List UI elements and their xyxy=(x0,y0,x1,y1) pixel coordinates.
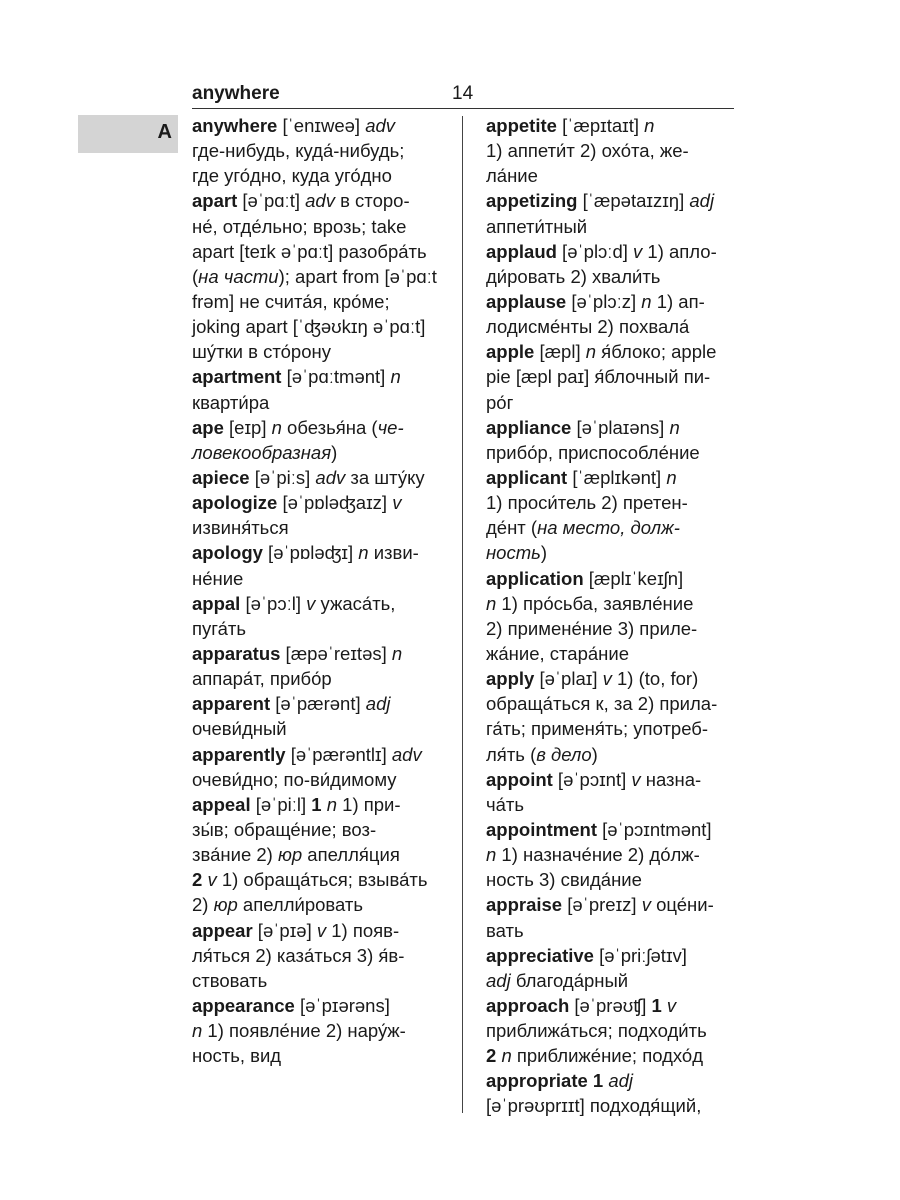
headword: appeal xyxy=(192,793,251,815)
headword: appoint xyxy=(486,768,553,790)
entry-text: apart [teɪk əˈpɑːt] разобра́ть xyxy=(192,240,427,262)
entry-text: где-нибудь, куда́-нибудь; xyxy=(192,140,405,162)
grammar-note: n xyxy=(641,290,652,312)
entry-text: 1) апло- xyxy=(642,240,717,262)
dictionary-line xyxy=(192,390,454,415)
entry-text: пуга́ть xyxy=(192,617,247,639)
entry-text: вать xyxy=(486,919,524,941)
dictionary-line xyxy=(192,641,454,666)
entry-text: 2) примене́ние 3) приле- xyxy=(486,617,698,639)
entry-text: [ˈæpɪtaɪt] xyxy=(556,115,645,136)
headword: appetizing xyxy=(486,190,578,212)
dictionary-line xyxy=(192,188,454,213)
headword: appointment xyxy=(486,818,597,840)
grammar-note: че- xyxy=(377,416,404,438)
grammar-note: n xyxy=(271,416,282,438)
entry-text: 1) (to, for) xyxy=(611,668,699,690)
dictionary-line xyxy=(192,1018,454,1043)
grammar-note: v xyxy=(306,592,316,614)
dictionary-line xyxy=(486,465,736,490)
dictionary-line xyxy=(486,943,736,968)
grammar-note: n xyxy=(391,642,403,664)
entry-text: ро́г xyxy=(486,391,514,413)
dictionary-line xyxy=(486,968,736,993)
entry-text: [əˈpɒləʤɪ] xyxy=(262,542,359,564)
entry-text: [eɪp] xyxy=(223,416,272,438)
headword: appraise xyxy=(486,894,563,916)
dictionary-line xyxy=(486,566,736,591)
headword: ape xyxy=(192,416,224,438)
grammar-note: на место, долж- xyxy=(537,517,680,539)
entry-text: ля́ться 2) каза́ться 3) я́в- xyxy=(192,944,405,966)
dictionary-line xyxy=(486,641,736,666)
dictionary-line xyxy=(486,188,736,213)
dictionary-line xyxy=(192,566,454,591)
dictionary-line xyxy=(192,867,454,892)
headword: apology xyxy=(192,542,263,564)
entry-text: [æpəˈreɪtəs] xyxy=(280,642,392,664)
letter-tab-label: A xyxy=(157,121,172,143)
dictionary-line xyxy=(192,716,454,741)
grammar-note: v xyxy=(207,869,217,891)
grammar-note: v xyxy=(666,994,677,1016)
entry-text: [əˈplɔːd] xyxy=(556,240,634,262)
dictionary-line xyxy=(192,691,454,716)
grammar-note: ловекообразная xyxy=(192,441,332,463)
dictionary-line xyxy=(192,616,454,641)
entry-text: [əˈpɔːl] xyxy=(240,592,307,614)
dictionary-line xyxy=(486,113,736,138)
grammar-note: n xyxy=(390,366,401,388)
dictionary-line xyxy=(192,1043,454,1068)
headword: applicant xyxy=(486,466,568,488)
entry-text: ность, вид xyxy=(192,1045,282,1067)
headword: apiece xyxy=(192,466,250,488)
entry-text: жа́ние, стара́ние xyxy=(486,642,630,664)
entry-text: [əˈpærənt] xyxy=(270,693,366,715)
dictionary-line xyxy=(486,817,736,842)
dictionary-line xyxy=(486,918,736,943)
entry-text: ) xyxy=(331,441,338,463)
headword: appliance xyxy=(486,416,572,438)
entry-text: [əˈpiːs] xyxy=(249,466,316,488)
dictionary-line xyxy=(486,540,736,565)
dictionary-line xyxy=(486,214,736,239)
dictionary-line xyxy=(192,490,454,515)
entry-text: [əˈpriːʃətɪv] xyxy=(593,944,687,966)
dictionary-line xyxy=(192,163,454,188)
entry-text: ствовать xyxy=(192,969,268,991)
entry-text: [əˈprəʊʧ] xyxy=(569,994,652,1016)
entry-text: обезья́на ( xyxy=(281,416,378,438)
dictionary-line xyxy=(192,214,454,239)
entry-text: 1) назначе́ние 2) до́лж- xyxy=(496,844,700,866)
entry-text: 2) xyxy=(192,894,214,916)
entry-text: 1) ап- xyxy=(651,290,705,312)
grammar-note: v xyxy=(631,768,641,790)
grammar-note: adv xyxy=(391,743,422,765)
entry-text: 1) аппети́т 2) охо́та, же- xyxy=(486,140,689,162)
grammar-note: adj xyxy=(608,1070,634,1092)
grammar-note: adj xyxy=(486,969,511,991)
dictionary-line xyxy=(486,792,736,817)
headword: appreciative xyxy=(486,944,594,966)
entry-text: [əˈpɑːtmənt] xyxy=(281,366,391,388)
grammar-note: adv xyxy=(315,466,346,488)
grammar-note: n xyxy=(644,115,655,136)
entry-text: приближа́ться; подходи́ть xyxy=(486,1020,707,1042)
entry-text: [əˈplaɪ] xyxy=(534,668,603,690)
dictionary-line xyxy=(486,415,736,440)
grammar-note: adv xyxy=(305,190,335,212)
entry-text: ла́ние xyxy=(486,165,538,187)
dictionary-line xyxy=(192,767,454,792)
entry-text: 1) при- xyxy=(337,793,401,815)
headword: apartment xyxy=(192,366,282,388)
dictionary-line xyxy=(486,993,736,1018)
dictionary-line xyxy=(192,113,454,138)
headword: 2 xyxy=(486,1045,497,1067)
entry-text: [əˈpɒləʤaɪz] xyxy=(277,492,393,514)
grammar-note: adv xyxy=(365,115,396,136)
dictionary-line xyxy=(486,716,736,741)
entry-text: [əˈpærəntlɪ] xyxy=(285,743,392,765)
entry-text: [ˈæplɪkənt] xyxy=(567,466,667,488)
headword: 1 xyxy=(651,994,662,1016)
grammar-note: adj xyxy=(365,693,391,715)
dictionary-line xyxy=(486,892,736,917)
dictionary-line xyxy=(486,339,736,364)
dictionary-line xyxy=(486,691,736,716)
dictionary-line xyxy=(192,792,454,817)
entry-text: [əˈpɑːt] xyxy=(237,190,306,212)
entry-text: лодисме́нты 2) похвала́ xyxy=(486,316,690,338)
dictionary-line xyxy=(486,867,736,892)
headword: appropriate 1 xyxy=(486,1070,604,1092)
grammar-note: юр xyxy=(277,844,303,866)
grammar-note: v xyxy=(641,894,651,916)
entry-text: где уго́дно, куда уго́дно xyxy=(192,165,392,187)
dictionary-line xyxy=(192,440,454,465)
dictionary-line xyxy=(192,289,454,314)
entry-text: не́ние xyxy=(192,567,244,589)
entry-text: зы́в; обраще́ние; воз- xyxy=(192,818,377,840)
dictionary-line xyxy=(486,138,736,163)
entry-text: кварти́ра xyxy=(192,391,270,413)
guide-word: anywhere xyxy=(192,83,280,104)
entry-text: ля́ть ( xyxy=(486,743,537,765)
dictionary-line xyxy=(192,339,454,364)
dictionary-line xyxy=(192,415,454,440)
dictionary-line xyxy=(486,289,736,314)
headword: approach xyxy=(486,994,570,1016)
dictionary-line xyxy=(486,440,736,465)
entry-text: оце́ни- xyxy=(650,894,714,916)
headword: appetite xyxy=(486,115,557,136)
entry-text: ); apart from [əˈpɑːt xyxy=(278,265,437,287)
entry-text: де́нт ( xyxy=(486,517,538,539)
entry-text: frəm] не счита́я, кро́ме; xyxy=(192,290,390,312)
dictionary-line xyxy=(192,817,454,842)
entry-text: ча́ть xyxy=(486,793,525,815)
grammar-note: n xyxy=(326,793,338,815)
entry-text: зва́ние 2) xyxy=(192,844,278,866)
letter-tab xyxy=(78,115,178,153)
dictionary-line xyxy=(486,1068,736,1093)
grammar-note: в дело xyxy=(536,743,592,765)
entry-text: [əˈpreɪz] xyxy=(562,894,642,916)
entry-text: в сторо- xyxy=(334,190,410,212)
entry-text: назна- xyxy=(640,768,702,790)
dictionary-line xyxy=(486,163,736,188)
dictionary-line xyxy=(486,842,736,867)
dictionary-line xyxy=(486,742,736,767)
page-number: 14 xyxy=(452,83,474,104)
headword: appearance xyxy=(192,994,295,1016)
entry-text: [əˈplaɪəns] xyxy=(571,416,670,438)
entry-text: [æplɪˈkeɪʃn] xyxy=(583,567,684,589)
grammar-note: юр xyxy=(213,894,238,916)
grammar-note: v xyxy=(633,240,643,262)
dictionary-line xyxy=(486,264,736,289)
dictionary-line xyxy=(192,918,454,943)
grammar-note: n xyxy=(358,542,369,564)
dictionary-line xyxy=(486,616,736,641)
headword: apparent xyxy=(192,693,271,715)
entry-text: я́блоко; apple xyxy=(596,341,717,363)
dictionary-line xyxy=(192,314,454,339)
headword: anywhere xyxy=(192,115,278,136)
entry-text: за шту́ку xyxy=(345,466,425,488)
column-divider xyxy=(462,116,463,1113)
headword: apologize xyxy=(192,492,278,514)
entry-text: приближе́ние; подхо́д xyxy=(511,1045,704,1067)
entry-text: ) xyxy=(540,542,548,564)
page-header xyxy=(192,80,734,109)
dictionary-line xyxy=(192,239,454,264)
grammar-note: v xyxy=(392,492,402,514)
entry-text: аппети́тный xyxy=(486,215,588,237)
headword: appal xyxy=(192,592,241,614)
entry-text: 1) появле́ние 2) нару́ж- xyxy=(202,1020,406,1042)
grammar-note: n xyxy=(501,1045,512,1067)
dictionary-line xyxy=(192,892,454,917)
dictionary-line xyxy=(192,138,454,163)
entry-text: [ˈæpətaɪzɪŋ] xyxy=(577,190,690,212)
entry-text: изви- xyxy=(368,542,419,564)
headword: appear xyxy=(192,919,253,941)
entry-text: не́, отде́льно; врозь; take xyxy=(192,215,407,237)
entry-text: апелля́ция xyxy=(302,844,400,866)
headword: application xyxy=(486,567,584,589)
dictionary-line xyxy=(192,540,454,565)
entry-text: [ˈenɪweə] xyxy=(277,115,366,136)
dictionary-line xyxy=(192,666,454,691)
dictionary-line xyxy=(486,1043,736,1068)
headword: apparently xyxy=(192,743,286,765)
entry-text: ( xyxy=(192,265,199,287)
grammar-note: ность xyxy=(486,542,541,564)
grammar-note: v xyxy=(602,668,612,690)
dictionary-line xyxy=(192,264,454,289)
grammar-note: n xyxy=(192,1020,203,1042)
dictionary-line xyxy=(192,364,454,389)
entry-text: ) xyxy=(591,743,598,765)
entry-text: ужаса́ть, xyxy=(315,592,396,614)
entry-text: шу́тки в сто́рону xyxy=(192,341,331,363)
entry-text: обраща́ться к, за 2) прила- xyxy=(486,693,718,715)
dictionary-line xyxy=(486,239,736,264)
dictionary-line xyxy=(192,842,454,867)
headword: apparatus xyxy=(192,642,281,664)
entry-text: [əˈpɔɪnt] xyxy=(552,768,632,790)
entry-text: очеви́дно; по-ви́димому xyxy=(192,768,397,790)
headword: apple xyxy=(486,341,535,363)
grammar-note: n xyxy=(585,341,597,363)
entry-text: 1) обраща́ться; взыва́ть xyxy=(216,869,428,891)
grammar-note: n xyxy=(669,416,680,438)
entry-text: ность 3) свида́ние xyxy=(486,869,642,891)
entry-text: [əˈpɪə] xyxy=(252,919,317,941)
entry-text: благода́рный xyxy=(510,969,629,991)
entry-text: pie [æpl paɪ] я́блочный пи- xyxy=(486,366,711,388)
dictionary-line xyxy=(192,515,454,540)
entry-text: 1) появ- xyxy=(326,919,400,941)
grammar-note: v xyxy=(316,919,327,941)
grammar-note: adj xyxy=(689,190,715,212)
dictionary-line xyxy=(486,490,736,515)
entry-text: [æpl] xyxy=(534,341,586,363)
headword: 2 xyxy=(192,869,203,891)
dictionary-line xyxy=(192,742,454,767)
dictionary-line xyxy=(486,1018,736,1043)
entry-text: апелли́ровать xyxy=(237,894,364,916)
grammar-note: n xyxy=(486,592,497,614)
entry-text: [əˈplɔːz] xyxy=(566,290,642,312)
entry-text: га́ть; применя́ть; употреб- xyxy=(486,718,709,740)
headword: 1 xyxy=(311,793,322,815)
dictionary-line xyxy=(192,465,454,490)
dictionary-line xyxy=(486,515,736,540)
grammar-note: на части xyxy=(198,265,279,287)
right-column xyxy=(486,113,736,1119)
entry-text: joking apart [ˈʤəʊkɪŋ əˈpɑːt] xyxy=(192,316,426,338)
dictionary-line xyxy=(192,993,454,1018)
grammar-note: n xyxy=(666,466,677,488)
entry-text: очеви́дный xyxy=(192,718,287,740)
dictionary-line xyxy=(486,1093,736,1118)
dictionary-line xyxy=(192,591,454,616)
dictionary-line xyxy=(486,364,736,389)
dictionary-line xyxy=(486,314,736,339)
dictionary-line xyxy=(486,591,736,616)
entry-text: [əˈpiːl] xyxy=(250,793,312,815)
dictionary-line xyxy=(486,390,736,415)
headword: apart xyxy=(192,190,238,212)
dictionary-line xyxy=(486,767,736,792)
entry-text: 1) про́сьба, заявле́ние xyxy=(496,592,694,614)
entry-text: 1) проси́тель 2) претен- xyxy=(486,492,688,514)
headword: applaud xyxy=(486,240,557,262)
dictionary-line xyxy=(192,943,454,968)
grammar-note: n xyxy=(486,844,497,866)
dictionary-line xyxy=(192,968,454,993)
entry-text: аппара́т, прибо́р xyxy=(192,668,332,690)
dictionary-line xyxy=(486,666,736,691)
headword: applause xyxy=(486,290,567,312)
entry-text: [əˈprəʊprɪɪt] подходя́щий, xyxy=(486,1095,702,1117)
entry-text: ди́ровать 2) хвали́ть xyxy=(486,265,661,287)
entry-text: прибо́р, приспособле́ние xyxy=(486,441,700,463)
headword: apply xyxy=(486,668,535,690)
left-column xyxy=(192,113,454,1068)
entry-text: извиня́ться xyxy=(192,517,289,539)
entry-text: [əˈpɪərəns] xyxy=(294,994,390,1016)
entry-text: [əˈpɔɪntmənt] xyxy=(597,818,712,840)
